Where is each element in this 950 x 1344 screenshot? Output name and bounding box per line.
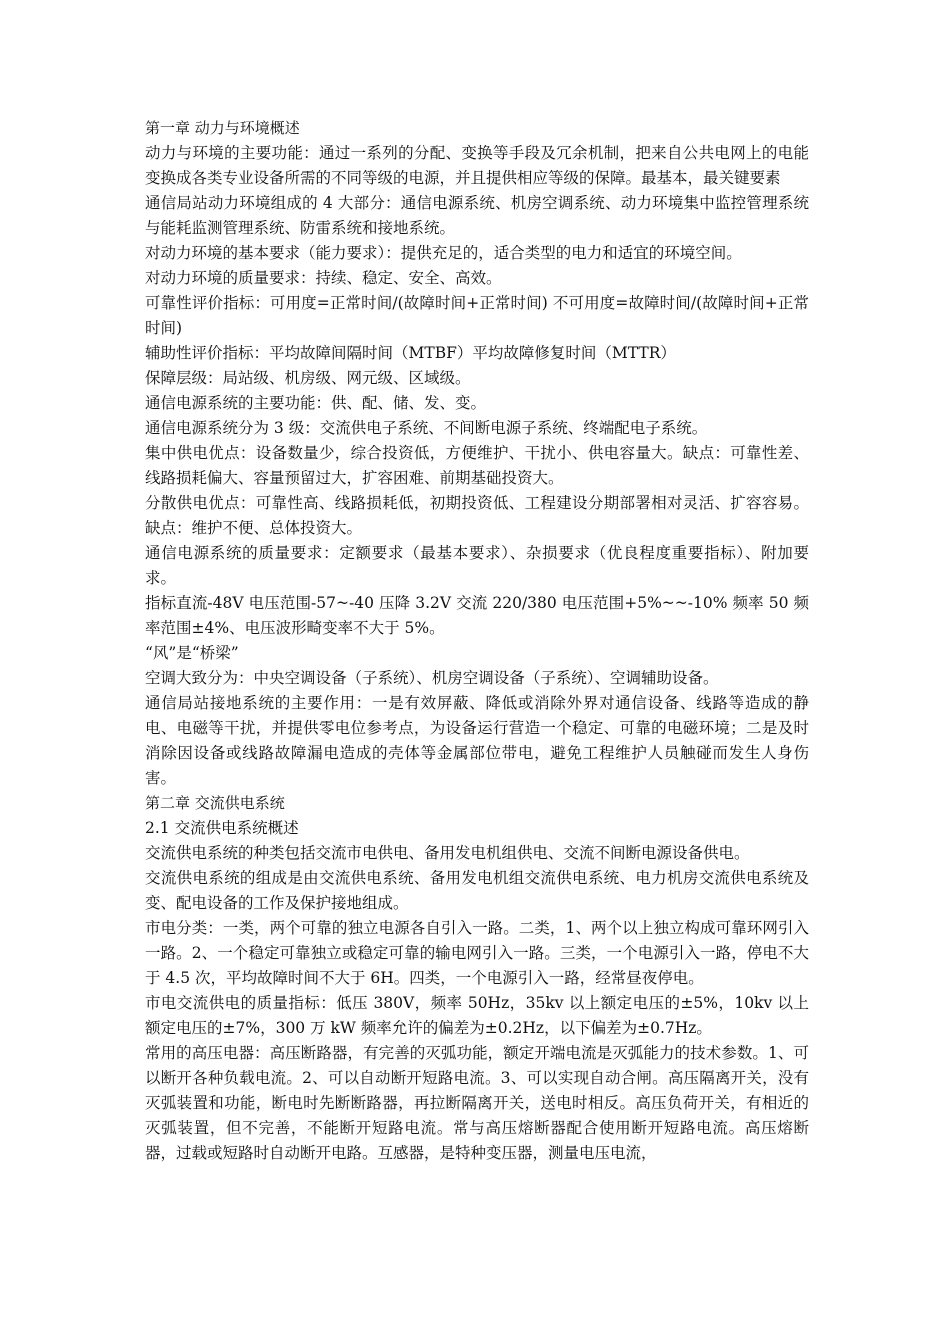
paragraph-quality-requirements: 对动力环境的质量要求：持续、稳定、安全、高效。 — [145, 269, 502, 287]
paragraph-air-conditioning: 空调大致分为：中央空调设备（子系统）、机房空调设备（子系统）、空调辅助设备。 — [145, 669, 719, 687]
chapter-2-heading: 第二章 交流供电系统 — [145, 794, 285, 812]
paragraph-power-system-functions: 通信电源系统的主要功能：供、配、储、发、变。 — [145, 394, 487, 412]
paragraph-basic-requirements: 对动力环境的基本要求（能力要求）：提供充足的，适合类型的电力和适宜的环境空间。 — [145, 244, 742, 262]
paragraph-power-system-levels: 通信电源系统分为 3 级：交流供电子系统、不间断电源子系统、终端配电子系统。 — [145, 419, 708, 437]
paragraph-ac-supply-composition: 交流供电系统的组成是由交流供电系统、备用发电机组交流供电系统、电力机房交流供电系统及变、配电设备的工作及保护接地组成。 — [145, 869, 809, 912]
document-page — [145, 116, 809, 1166]
paragraph-mains-classification: 市电分类：一类，两个可靠的独立电源各自引入一路。二类，1、两个以上独立构成可靠环网引入一路。2、一个稳定可靠独立或稳定可靠的输电网引入一路。三类，一个电源引入一路，停电不大于 4.5 次，平均故障时间不大于 6H。四类，一个电源引入一路，经常昼夜停电。 — [145, 919, 809, 987]
paragraph-power-quality: 通信电源系统的质量要求：定额要求（最基本要求）、杂损要求（优良程度重要指标）、附加要求。 — [145, 544, 809, 587]
paragraph-reliability-index: 可靠性评价指标：可用度=正常时间/(故障时间+正常时间) 不可用度=故障时间/(故障时间+正常时间) — [145, 294, 809, 337]
paragraph-mains-quality: 市电交流供电的质量指标：低压 380V，频率 50Hz，35kv 以上额定电压的±5%，10kv 以上额定电压的±7%，300 万 kW 频率允许的偏差为±0.2Hz，以下偏差为±0.7Hz。 — [145, 994, 809, 1037]
paragraph-support-levels: 保障层级：局站级、机房级、网元级、区域级。 — [145, 369, 471, 387]
paragraph-auxiliary-index: 辅助性评价指标：平均故障间隔时间（MTBF）平均故障修复时间（MTTR） — [145, 344, 676, 362]
paragraph-centralized-supply: 集中供电优点：设备数量少，综合投资低，方便维护、干扰小、供电容量大。缺点：可靠性差、线路损耗偏大、容量预留过大，扩容困难、前期基础投资大。 — [145, 444, 809, 487]
paragraph-power-env-function: 动力与环境的主要功能：通过一系列的分配、变换等手段及冗余机制，把来自公共电网上的电能变换成各类专业设备所需的不同等级的电源，并且提供相应等级的保障。最基本，最关键要素 — [145, 144, 809, 187]
paragraph-distributed-supply: 分散供电优点：可靠性高、线路损耗低，初期投资低、工程建设分期部署相对灵活、扩容容易。缺点：维护不便、总体投资大。 — [145, 494, 809, 537]
paragraph-grounding-system: 通信局站接地系统的主要作用：一是有效屏蔽、降低或消除外界对通信设备、线路等造成的静电、电磁等干扰，并提供零电位参考点，为设备运行营造一个稳定、可靠的电磁环境；二是及时消除因设备或线路故障漏电造成的壳体等金属部位带电，避免工程维护人员触碰而发生人身伤害。 — [145, 694, 809, 787]
paragraph-wind-bridge: “风”是“桥梁” — [145, 644, 239, 662]
paragraph-hv-apparatus: 常用的高压电器：高压断路器，有完善的灭弧功能，额定开端电流是灭弧能力的技术参数。1、可以断开各种负载电流。2、可以自动断开短路电流。3、可以实现自动合闸。高压隔离开关，没有灭弧装置和功能，断电时先断断路器，再拉断隔离开关，送电时相反。高压负荷开关，有相近的灭弧装置，但不完善，不能断开短路电流。常与高压熔断器配合使用断开短路电流。高压熔断器，过载或短路时自动断开电路。互感器，是特种变压器，测量电压电流， — [145, 1044, 809, 1162]
paragraph-indicators: 指标直流-48V 电压范围-57~-40 压降 3.2V 交流 220/380 电压范围+5%~~-10% 频率 50 频率范围±4%、电压波形畸变率不大于 5%。 — [145, 594, 809, 637]
chapter-1-heading: 第一章 动力与环境概述 — [145, 119, 300, 137]
section-2-1-heading: 2.1 交流供电系统概述 — [145, 819, 299, 837]
paragraph-four-parts: 通信局站动力环境组成的 4 大部分：通信电源系统、机房空调系统、动力环境集中监控管理系统与能耗监测管理系统、防雷系统和接地系统。 — [145, 194, 809, 237]
paragraph-ac-supply-types: 交流供电系统的种类包括交流市电供电、备用发电机组供电、交流不间断电源设备供电。 — [145, 844, 750, 862]
